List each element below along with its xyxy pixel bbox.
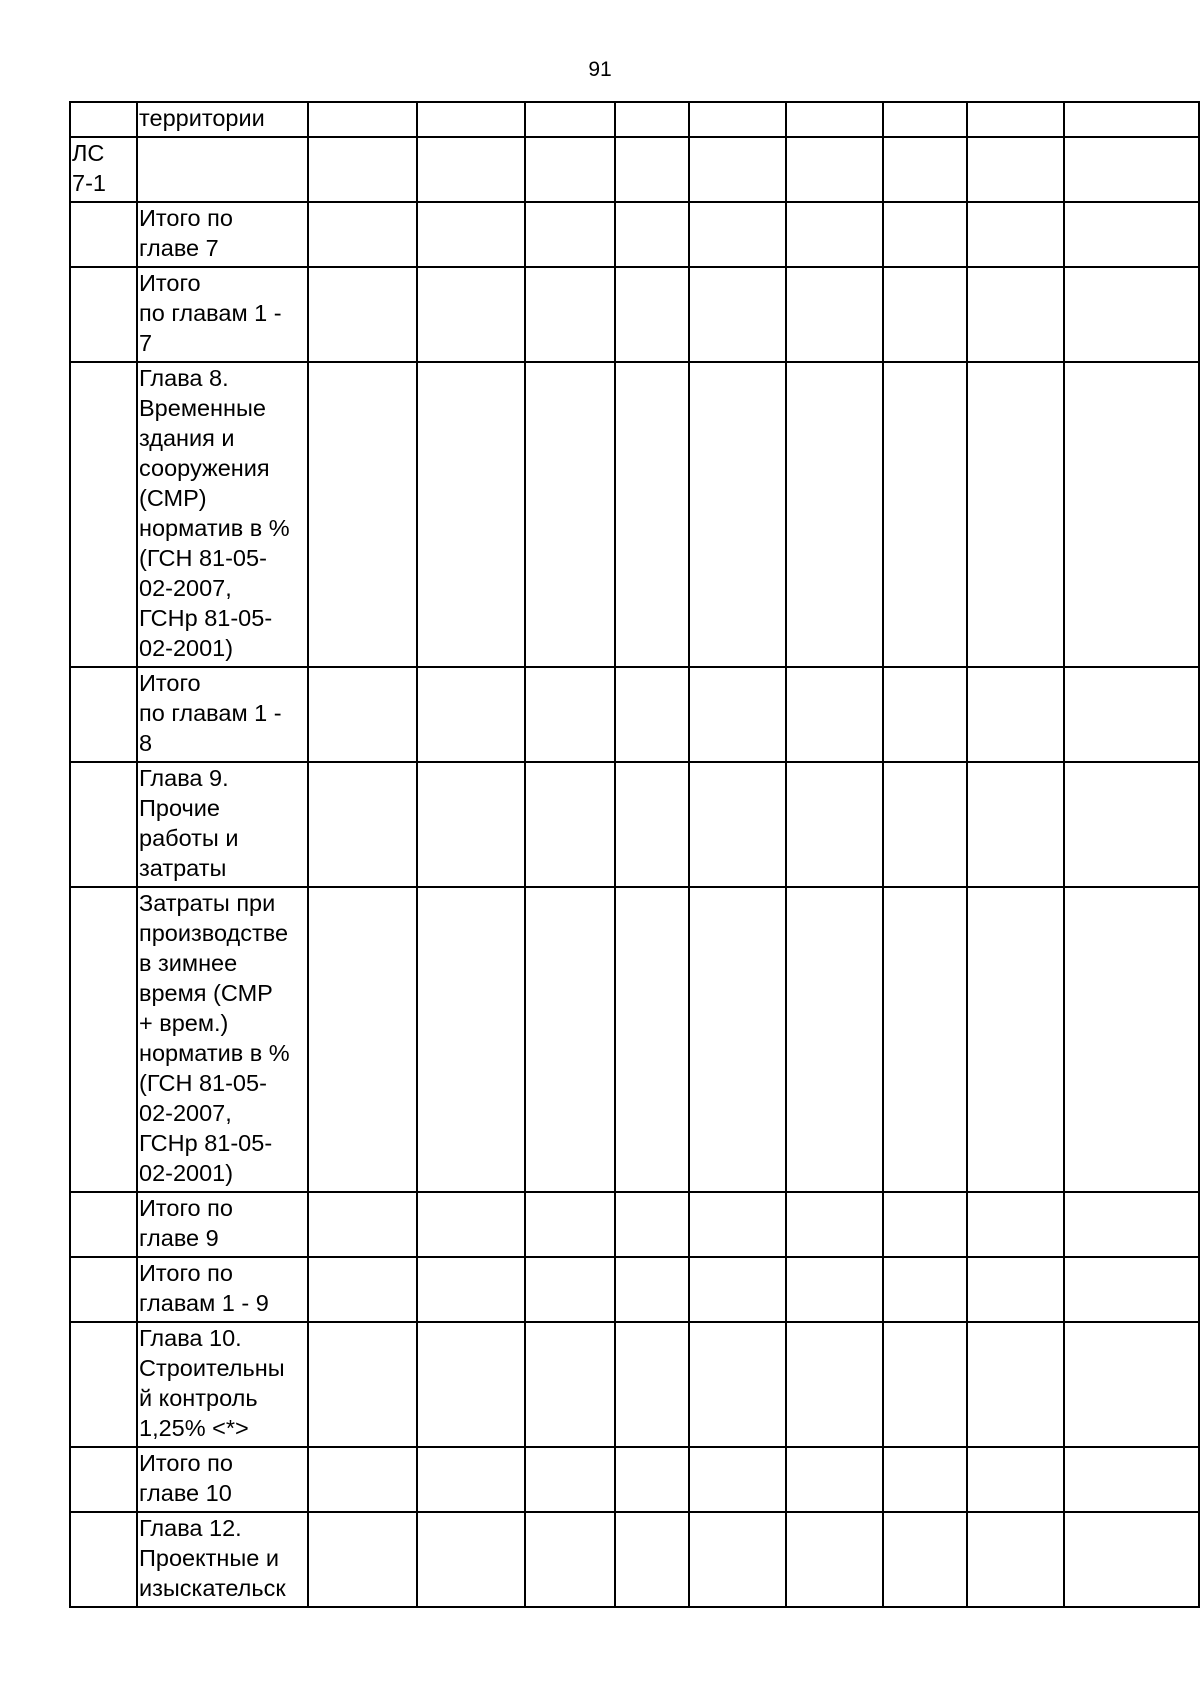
value-cell bbox=[308, 887, 417, 1192]
value-cell bbox=[967, 102, 1064, 137]
value-cell bbox=[525, 202, 615, 267]
value-cell bbox=[417, 102, 525, 137]
value-cell bbox=[308, 202, 417, 267]
value-cell bbox=[883, 202, 967, 267]
value-cell bbox=[883, 762, 967, 887]
value-cell bbox=[883, 1447, 967, 1512]
row-code-cell: ЛС 7-1 bbox=[70, 137, 137, 202]
value-cell bbox=[1064, 667, 1199, 762]
row-name-cell: Глава 12. Проектные и изыскательск bbox=[137, 1512, 308, 1607]
value-cell bbox=[883, 1512, 967, 1607]
row-code-cell bbox=[70, 1512, 137, 1607]
value-cell bbox=[967, 1447, 1064, 1512]
value-cell bbox=[689, 102, 786, 137]
value-cell bbox=[786, 267, 883, 362]
value-cell bbox=[883, 887, 967, 1192]
value-cell bbox=[417, 202, 525, 267]
value-cell bbox=[308, 137, 417, 202]
value-cell bbox=[967, 1512, 1064, 1607]
value-cell bbox=[786, 202, 883, 267]
value-cell bbox=[308, 362, 417, 667]
value-cell bbox=[786, 762, 883, 887]
value-cell bbox=[1064, 267, 1199, 362]
row-code-cell bbox=[70, 202, 137, 267]
value-cell bbox=[615, 1257, 689, 1322]
value-cell bbox=[417, 1447, 525, 1512]
value-cell bbox=[1064, 362, 1199, 667]
value-cell bbox=[525, 1192, 615, 1257]
value-cell bbox=[615, 667, 689, 762]
value-cell bbox=[417, 137, 525, 202]
table-row bbox=[70, 1322, 1199, 1447]
value-cell bbox=[967, 362, 1064, 667]
value-cell bbox=[417, 362, 525, 667]
row-code-cell bbox=[70, 1447, 137, 1512]
value-cell bbox=[615, 1322, 689, 1447]
row-name-cell: Итого по главе 10 bbox=[137, 1447, 308, 1512]
value-cell bbox=[967, 887, 1064, 1192]
value-cell bbox=[967, 762, 1064, 887]
value-cell bbox=[786, 1192, 883, 1257]
value-cell bbox=[967, 137, 1064, 202]
value-cell bbox=[417, 1257, 525, 1322]
value-cell bbox=[689, 1447, 786, 1512]
value-cell bbox=[615, 137, 689, 202]
row-code-cell bbox=[70, 667, 137, 762]
value-cell bbox=[525, 362, 615, 667]
row-name-cell: Итого по главам 1 - 9 bbox=[137, 1257, 308, 1322]
value-cell bbox=[615, 267, 689, 362]
value-cell bbox=[689, 1192, 786, 1257]
value-cell bbox=[883, 137, 967, 202]
value-cell bbox=[308, 1192, 417, 1257]
row-name-cell: территории bbox=[137, 102, 308, 137]
value-cell bbox=[615, 762, 689, 887]
value-cell bbox=[967, 1322, 1064, 1447]
value-cell bbox=[417, 667, 525, 762]
value-cell bbox=[417, 1322, 525, 1447]
value-cell bbox=[615, 1192, 689, 1257]
row-name-cell: Затраты при производстве в зимнее время (СМР + врем.) норматив в % (ГСН 81-05- 02-2007, ГСНр 81-05- 02-2001) bbox=[137, 887, 308, 1192]
value-cell bbox=[525, 1257, 615, 1322]
value-cell bbox=[615, 887, 689, 1192]
table-row bbox=[70, 1192, 1199, 1257]
row-name-cell: Итого по главам 1 - 7 bbox=[137, 267, 308, 362]
value-cell bbox=[967, 1192, 1064, 1257]
value-cell bbox=[786, 362, 883, 667]
value-cell bbox=[308, 667, 417, 762]
value-cell bbox=[308, 1322, 417, 1447]
row-name-cell bbox=[137, 137, 308, 202]
value-cell bbox=[1064, 1192, 1199, 1257]
table-row bbox=[70, 362, 1199, 667]
value-cell bbox=[615, 1512, 689, 1607]
row-name-cell: Итого по главам 1 - 8 bbox=[137, 667, 308, 762]
value-cell bbox=[525, 667, 615, 762]
table-row bbox=[70, 1257, 1199, 1322]
value-cell bbox=[786, 1322, 883, 1447]
value-cell bbox=[1064, 202, 1199, 267]
value-cell bbox=[689, 267, 786, 362]
value-cell bbox=[1064, 102, 1199, 137]
table-row bbox=[70, 202, 1199, 267]
value-cell bbox=[883, 362, 967, 667]
value-cell bbox=[883, 102, 967, 137]
page-number: 91 bbox=[588, 58, 612, 81]
row-code-cell bbox=[70, 102, 137, 137]
table-row bbox=[70, 762, 1199, 887]
table-row bbox=[70, 102, 1199, 137]
value-cell bbox=[689, 362, 786, 667]
value-cell bbox=[786, 1447, 883, 1512]
table-row bbox=[70, 667, 1199, 762]
value-cell bbox=[883, 1257, 967, 1322]
value-cell bbox=[967, 202, 1064, 267]
row-name-cell: Глава 8. Временные здания и сооружения (СМР) норматив в % (ГСН 81-05- 02-2007, ГСНр 81-05- 02-2001) bbox=[137, 362, 308, 667]
row-name-cell: Итого по главе 7 bbox=[137, 202, 308, 267]
value-cell bbox=[967, 1257, 1064, 1322]
value-cell bbox=[1064, 137, 1199, 202]
value-cell bbox=[883, 267, 967, 362]
value-cell bbox=[525, 137, 615, 202]
value-cell bbox=[786, 1512, 883, 1607]
value-cell bbox=[525, 887, 615, 1192]
value-cell bbox=[615, 362, 689, 667]
row-code-cell bbox=[70, 1257, 137, 1322]
value-cell bbox=[689, 1257, 786, 1322]
value-cell bbox=[615, 1447, 689, 1512]
value-cell bbox=[525, 102, 615, 137]
value-cell bbox=[525, 1322, 615, 1447]
value-cell bbox=[786, 887, 883, 1192]
value-cell bbox=[967, 267, 1064, 362]
table-row bbox=[70, 137, 1199, 202]
value-cell bbox=[308, 762, 417, 887]
table-row bbox=[70, 267, 1199, 362]
value-cell bbox=[308, 1447, 417, 1512]
value-cell bbox=[308, 267, 417, 362]
value-cell bbox=[883, 1322, 967, 1447]
row-code-cell bbox=[70, 887, 137, 1192]
value-cell bbox=[525, 267, 615, 362]
value-cell bbox=[689, 1512, 786, 1607]
value-cell bbox=[786, 1257, 883, 1322]
value-cell bbox=[417, 762, 525, 887]
row-name-cell: Глава 10. Строительны й контроль 1,25% <*> bbox=[137, 1322, 308, 1447]
value-cell bbox=[967, 667, 1064, 762]
table-row bbox=[70, 1447, 1199, 1512]
value-cell bbox=[417, 1512, 525, 1607]
value-cell bbox=[786, 667, 883, 762]
value-cell bbox=[417, 887, 525, 1192]
value-cell bbox=[308, 102, 417, 137]
row-name-cell: Глава 9. Прочие работы и затраты bbox=[137, 762, 308, 887]
value-cell bbox=[689, 887, 786, 1192]
value-cell bbox=[615, 202, 689, 267]
value-cell bbox=[308, 1257, 417, 1322]
value-cell bbox=[308, 1512, 417, 1607]
value-cell bbox=[417, 267, 525, 362]
value-cell bbox=[1064, 887, 1199, 1192]
value-cell bbox=[1064, 1512, 1199, 1607]
value-cell bbox=[1064, 1447, 1199, 1512]
value-cell bbox=[883, 1192, 967, 1257]
value-cell bbox=[689, 202, 786, 267]
value-cell bbox=[525, 1447, 615, 1512]
value-cell bbox=[1064, 1322, 1199, 1447]
row-code-cell bbox=[70, 1192, 137, 1257]
value-cell bbox=[1064, 762, 1199, 887]
value-cell bbox=[689, 762, 786, 887]
value-cell bbox=[689, 137, 786, 202]
value-cell bbox=[1064, 1257, 1199, 1322]
estimate-table bbox=[69, 101, 1200, 1608]
row-code-cell bbox=[70, 267, 137, 362]
value-cell bbox=[689, 667, 786, 762]
value-cell bbox=[615, 102, 689, 137]
value-cell bbox=[786, 137, 883, 202]
value-cell bbox=[525, 762, 615, 887]
table-row bbox=[70, 1512, 1199, 1607]
row-code-cell bbox=[70, 362, 137, 667]
value-cell bbox=[525, 1512, 615, 1607]
value-cell bbox=[786, 102, 883, 137]
row-code-cell bbox=[70, 762, 137, 887]
value-cell bbox=[883, 667, 967, 762]
row-code-cell bbox=[70, 1322, 137, 1447]
row-name-cell: Итого по главе 9 bbox=[137, 1192, 308, 1257]
table-row bbox=[70, 887, 1199, 1192]
value-cell bbox=[417, 1192, 525, 1257]
value-cell bbox=[689, 1322, 786, 1447]
